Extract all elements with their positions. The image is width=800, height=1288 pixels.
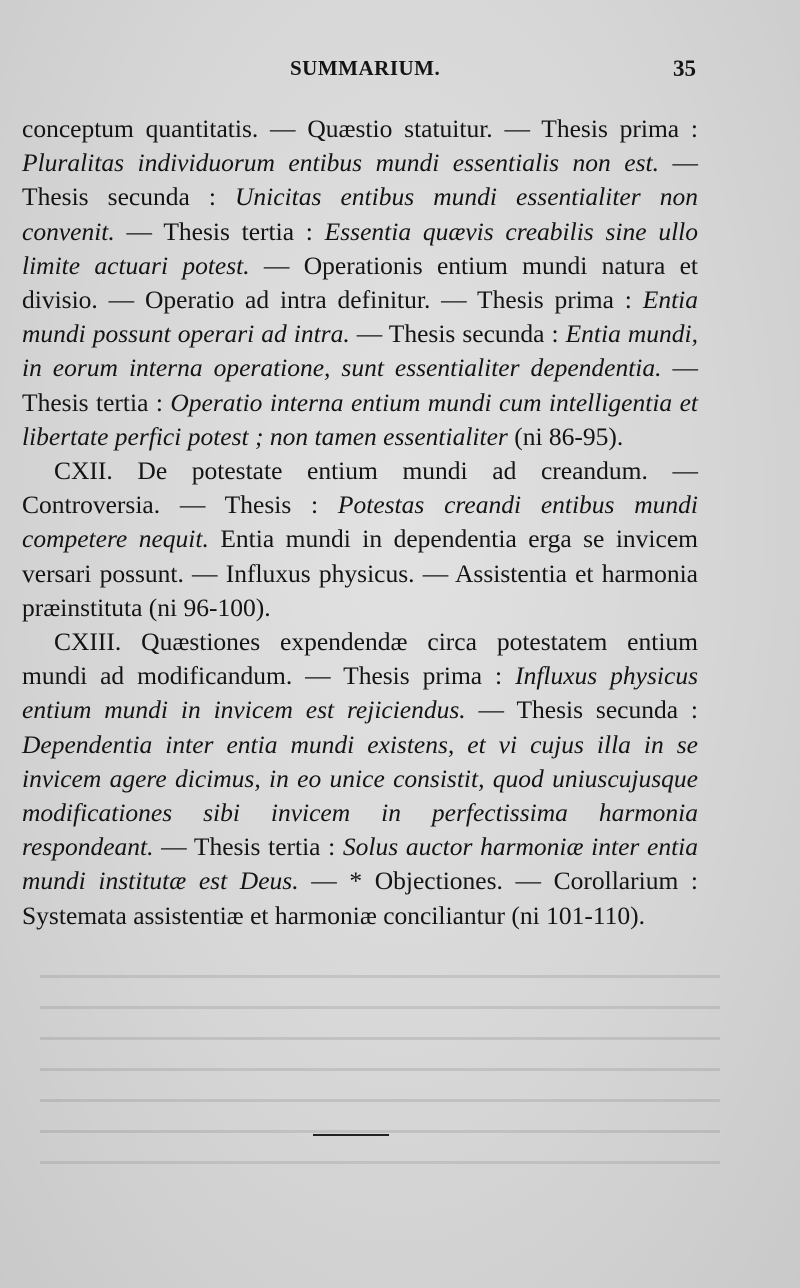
end-rule	[313, 1134, 389, 1136]
running-head	[0, 56, 800, 90]
text-segment: — Thesis secunda :	[465, 695, 698, 725]
italic-thesis-text: Influxus physicus entium mundi in invicem est rejiciendus.	[22, 661, 698, 725]
text-segment: — Operationis entium mundi natura et divisio. — Operatio ad intra definitur. — Thesis prima :	[22, 250, 698, 315]
italic-thesis-text: Operatio interna entium mundi cum intelligentia et libertate perfici potest ; non tamen essentialiter	[22, 387, 698, 451]
text-segment: (ni 86-95).	[507, 421, 624, 451]
italic-thesis-text: Unicitas entibus mundi essentialiter non convenit.	[22, 182, 698, 246]
text-segment: CXIII. Quæstiones expendendæ circa potestatem entium mundi ad modificandum. — Thesis prima :	[22, 627, 698, 691]
italic-thesis-text: Dependentia inter entia mundi existens, et vi cujus illa in se invicem agere dicimus, in eo unice consistit, quod uniuscujusque modificationes sibi invicem in perfectissima harmonia respondeant.	[22, 729, 698, 862]
bleed-through-texture	[40, 975, 720, 1235]
italic-thesis-text: Solus auctor harmoniæ inter entia mundi institutæ est Deus.	[22, 832, 698, 896]
summary-text-block	[22, 112, 698, 933]
page-number: 35	[673, 56, 696, 81]
text-segment: — Thesis tertia :	[114, 216, 325, 246]
running-head-title: SUMMARIUM.	[290, 56, 441, 80]
italic-thesis-text: Pluralitas individuorum entibus mundi essentialis non est.	[22, 148, 659, 178]
text-segment: Entia mundi in dependentia erga se invicem versari possunt. — Influxus physicus. — Assistentia et harmonia præinstituta (ni 96-100).	[22, 524, 698, 622]
paragraph-cxiii	[22, 625, 698, 933]
text-segment: — Thesis secunda :	[22, 148, 698, 212]
paragraph-cxii	[22, 454, 698, 625]
text-segment: — Thesis tertia :	[22, 353, 698, 417]
text-segment: — * Objectiones. — Corollarium : Systemata assistentiæ et harmoniæ conciliantur (ni 101-110).	[22, 866, 698, 930]
italic-thesis-text: Essentia quævis creabilis sine ullo limite actuari potest.	[22, 216, 698, 280]
italic-thesis-text: Potestas creandi entibus mundi competere nequit.	[22, 490, 699, 554]
paragraph-continuation	[22, 112, 698, 454]
text-segment: CXII. De potestate entium mundi ad creandum. — Controversia. — Thesis :	[22, 456, 698, 520]
text-segment: conceptum quantitatis. — Quæstio statuitur. — Thesis prima :	[22, 114, 698, 143]
text-segment: — Thesis tertia :	[153, 832, 343, 862]
italic-thesis-text: Entia mundi, in eorum interna operatione, sunt essentialiter dependentia.	[22, 319, 698, 383]
text-segment: — Thesis secunda :	[349, 319, 566, 349]
italic-thesis-text: Entia mundi possunt operari ad intra.	[22, 285, 698, 349]
